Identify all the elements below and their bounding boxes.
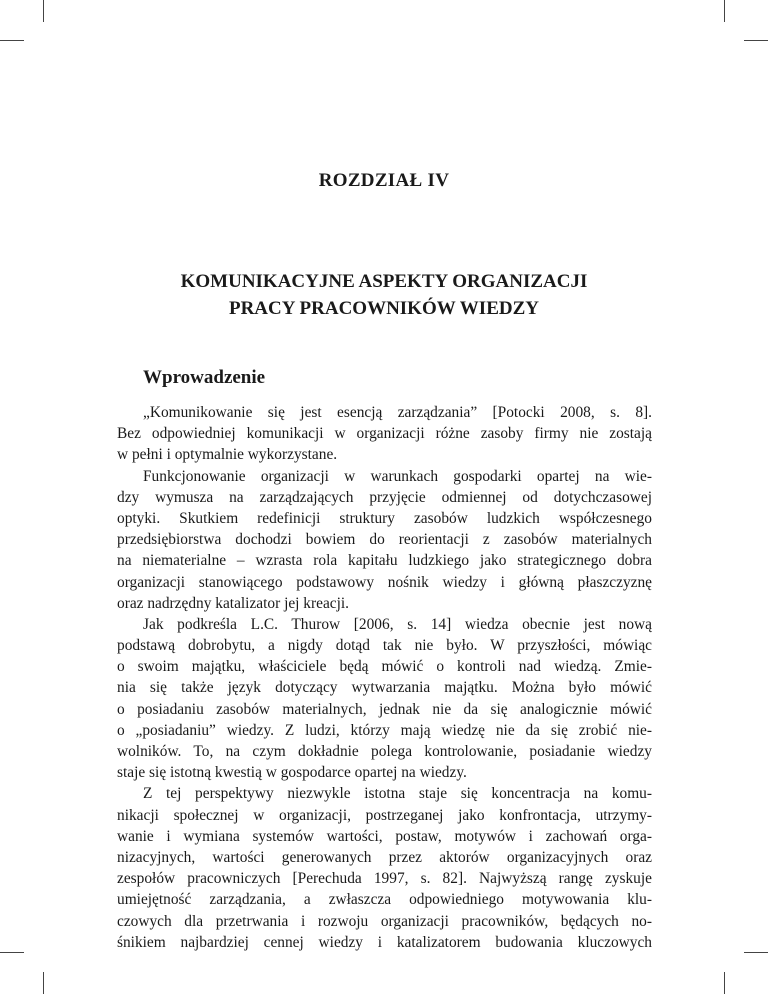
text-line: Bez odpowiedniej komunikacji w organizacji różne zasoby firmy nie zostają: [117, 425, 652, 443]
text-line: przedsiębiorstwa dochodzi bowiem do reorientacji z zasobów materialnych: [117, 531, 652, 549]
text-line: śnikiem najbardziej cennej wiedzy i katalizatorem budowania kluczowych: [117, 933, 652, 951]
crop-mark: [744, 40, 768, 41]
text-line: nia się także język dotyczący wytwarzania majątku. Można było mówić: [117, 679, 652, 697]
text-line: dzy wymusza na zarządzających przyjęcie odmiennej od dotychczasowej: [117, 488, 652, 506]
text-line: Funkcjonowanie organizacji w warunkach gospodarki opartej na wie-: [143, 467, 652, 485]
text-line: Z tej perspektywy niezwykle istotna staje się koncentracja na komu-: [143, 785, 652, 803]
crop-mark: [724, 972, 725, 994]
text-line: na niematerialne – wzrasta rola kapitału ludzkiego jako strategicznego dobra: [117, 552, 652, 570]
text-line: nikacji społecznej w organizacji, postrzeganej jako konfrontacja, utrzymy-: [117, 806, 652, 824]
text-line: „Komunikowanie się jest esencją zarządzania” [Potocki 2008, s. 8].: [143, 404, 652, 421]
chapter-title-line: PRACY PRACOWNIKÓW WIEDZY: [228, 298, 539, 319]
text-line: o „posiadaniu” wiedzy. Z ludzi, którzy mają wiedzę nie da się zrobić nie-: [117, 721, 652, 739]
crop-mark: [744, 952, 768, 953]
text-line: podstawą dobrobytu, a nigdy dotąd tak nie było. W przyszłości, mówiąc: [117, 637, 652, 655]
text-line: zespołów pracowniczych [Perechuda 1997, s. 82]. Najwyższą rangę zyskuje: [117, 870, 652, 888]
text-line: staje się istotną kwestią w gospodarce opartej na wiedzy.: [117, 764, 467, 782]
text-line: czowych dla przetrwania i rozwoju organizacji pracowników, będących no-: [117, 912, 652, 930]
crop-mark: [43, 972, 44, 994]
text-line: wanie i wymiana systemów wartości, postaw, motywów i zachowań orga-: [117, 827, 652, 845]
text-line: organizacji stanowiącego podstawowy nośnik wiedzy i główną płaszczyznę: [117, 573, 652, 591]
text-line: optyki. Skutkiem redefinicji struktury zasobów ludzkich współczesnego: [117, 509, 652, 527]
chapter-number: ROZDZIAŁ IV: [318, 170, 450, 191]
text-line: w pełni i optymalnie wykorzystane.: [117, 446, 338, 464]
crop-mark: [43, 0, 44, 22]
text-line: oraz nadrzędny katalizator jej kreacji.: [117, 594, 350, 612]
crop-mark: [0, 952, 24, 953]
text-line: Jak podkreśla L.C. Thurow [2006, s. 14] wiedza obecnie jest nową: [143, 615, 652, 633]
text-line: umiejętność zarządzania, a zwłaszcza odpowiedniego motywowania klu-: [117, 891, 652, 909]
crop-mark: [724, 0, 725, 22]
body-text: [117, 402, 652, 953]
chapter-title: [0, 268, 768, 322]
text-line: o posiadaniu zasobów materialnych, jednak nie da się analogicznie mówić: [117, 700, 652, 718]
chapter-title-line: KOMUNIKACYJNE ASPEKTY ORGANIZACJI: [180, 271, 588, 292]
crop-mark: [0, 40, 24, 41]
text-line: o swoim majątku, właściciele będą mówić o kontroli nad wiedzą. Zmie-: [117, 658, 652, 676]
section-heading: Wprowadzenie: [143, 367, 266, 388]
text-line: wolników. To, na czym dokładnie polega kontrolowanie, posiadanie wiedzy: [117, 743, 652, 760]
text-line: nizacyjnych, wartości generowanych przez aktorów organizacyjnych oraz: [117, 848, 652, 866]
